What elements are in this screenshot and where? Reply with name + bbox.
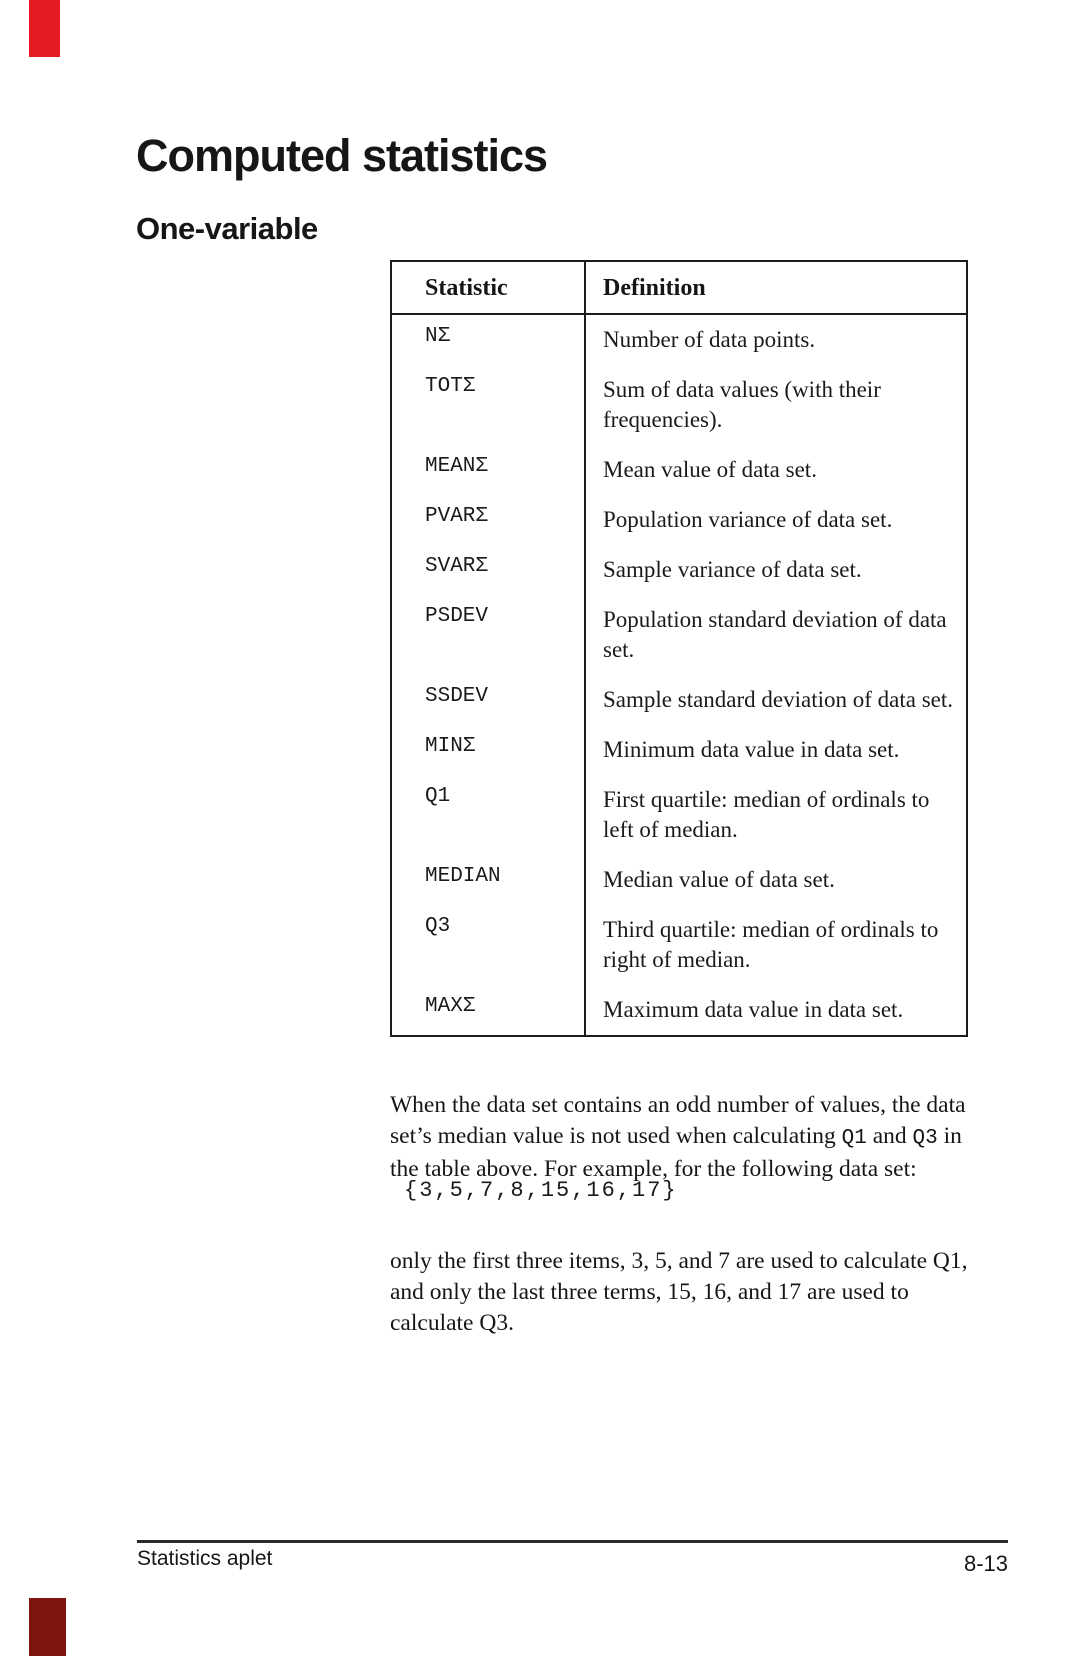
page-title: Computed statistics [136, 130, 548, 181]
table-row [391, 545, 967, 595]
table-row [391, 445, 967, 495]
definition-cell: Number of data points. [585, 314, 967, 365]
footer-divider [137, 1540, 1008, 1543]
definition-cell: Third quartile: median of ordinals to right of median. [585, 905, 967, 985]
paragraph-text: in the table above. For example, for the following data set: [390, 1122, 962, 1182]
definition-cell: Mean value of data set. [585, 445, 967, 495]
definition-cell: Sum of data values (with their frequencies). [585, 365, 967, 445]
footer-section-label: Statistics aplet [137, 1547, 273, 1570]
statistic-cell: PSDEV [425, 605, 489, 628]
inline-statistic-name: Q3 [912, 1126, 938, 1150]
table-row [391, 775, 967, 855]
definition-cell: Sample standard deviation of data set. [585, 675, 967, 725]
table-row [391, 855, 967, 905]
chapter-edge-tab-bottom [29, 1598, 66, 1656]
statistic-cell: TOTΣ [425, 375, 476, 398]
table-row [391, 905, 967, 985]
example-data-set: {3,5,7,8,15,16,17} [404, 1178, 678, 1203]
definition-cell: First quartile: median of ordinals to left of median. [585, 775, 967, 855]
definition-cell: Population variance of data set. [585, 495, 967, 545]
paragraph-text: When the data set contains an odd number of values, the data set’s median value is not used when calculating [390, 1091, 966, 1149]
definition-cell: Minimum data value in data set. [585, 725, 967, 775]
statistic-cell: SVARΣ [425, 555, 489, 578]
column-header-statistic: Statistic [391, 261, 585, 314]
table-row [391, 314, 967, 365]
statistic-cell: MAXΣ [425, 995, 476, 1018]
statistic-cell: Q1 [425, 785, 451, 808]
definition-cell: Population standard deviation of data set. [585, 595, 967, 675]
chapter-edge-tab-top [29, 0, 60, 57]
statistic-cell: PVARΣ [425, 505, 489, 528]
definition-cell: Median value of data set. [585, 855, 967, 905]
table-row [391, 595, 967, 675]
statistic-cell: MINΣ [425, 735, 476, 758]
statistic-cell: MEDIAN [425, 865, 501, 888]
statistic-cell: NΣ [425, 325, 451, 348]
section-heading: One-variable [136, 211, 318, 246]
table-header-row [391, 261, 967, 314]
footer-page-number: 8-13 [963, 1551, 1008, 1576]
definition-cell: Sample variance of data set. [585, 545, 967, 595]
paragraph-quartile-example: only the first three items, 3, 5, and 7 are used to calculate Q1, and only the last three terms, 15, 16, and 17 are used to calculate Q3. [390, 1247, 968, 1336]
statistics-table [390, 260, 968, 1037]
definition-cell: Maximum data value in data set. [585, 985, 967, 1036]
statistic-cell: MEANΣ [425, 455, 489, 478]
table-row [391, 495, 967, 545]
inline-statistic-name: Q1 [841, 1126, 867, 1150]
table-row [391, 675, 967, 725]
table-row [391, 365, 967, 445]
table-row [391, 725, 967, 775]
statistic-cell: Q3 [425, 915, 451, 938]
column-header-definition: Definition [585, 261, 967, 314]
paragraph-text: and [866, 1122, 913, 1149]
paragraph-median-note [390, 1090, 982, 1185]
table-row [391, 985, 967, 1036]
statistic-cell: SSDEV [425, 685, 489, 708]
